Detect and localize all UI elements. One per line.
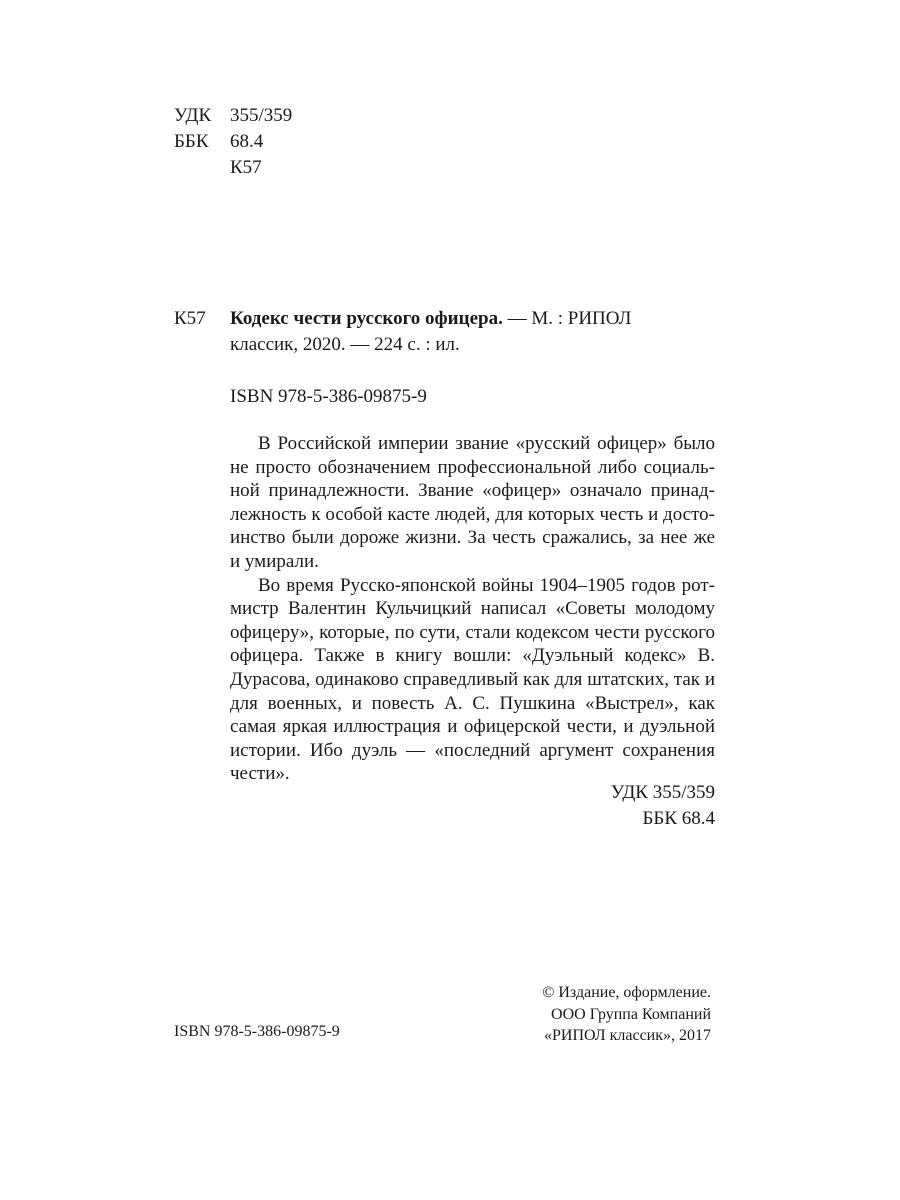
publication-line-1: — М. : РИПОЛ: [502, 308, 632, 329]
entry-code: К57: [174, 308, 206, 329]
udk-label: УДК: [174, 105, 212, 126]
copyright-line-1: © Издание, оформление.: [542, 984, 711, 1001]
bottom-classification-block: [611, 780, 715, 832]
bottom-udk: УДК 355/359: [610, 782, 715, 803]
top-classification-block: [174, 103, 292, 181]
bibliographic-entry: [174, 306, 719, 358]
udk-value: 355/359: [230, 105, 293, 126]
udk-row: [174, 103, 292, 129]
copyright-block: [542, 982, 711, 1047]
book-title: Кодекс чести русского офицера.: [230, 308, 503, 329]
annotation: [230, 432, 715, 786]
bbk-value: 68.4: [230, 131, 264, 152]
bbk-label: ББК: [174, 131, 209, 152]
entry-body: [230, 306, 719, 358]
publication-line-2: классик, 2020. — 224 с. : ил.: [230, 334, 460, 355]
annotation-paragraph-2: Во время Русско-японской войны 1904–1905 годов ротмистр Валентин Кульчицкий написал «Советы молодому офицеру», которые, по сути, стали кодексом чести русского офицера. Также в книгу вошли: «Дуэльный кодекс» В. Дурасова, одинаково справедливый как для штатских, так и для военных, и повесть А. С. Пушкина «Выстрел», как самая яркая иллюстрация и офицерской чести, и дуэльной истории. Ибо дуэль — «последний аргумент сохранения чести».: [230, 574, 715, 785]
author-code: К57: [230, 157, 262, 178]
author-code-row: [174, 155, 292, 181]
isbn-main: ISBN 978-5-386-09875-9: [230, 386, 427, 407]
annotation-paragraph-1: В Российской империи звание «русский офицер» было не просто обозначением профессиональной либо социальной принадлежности. Звание «офицер» означало принадлежность к особой касте людей, для которых честь и достоинство были дороже жизни. За честь сражались, за нее же и умирали.: [230, 433, 715, 572]
bbk-row: [174, 129, 292, 155]
isbn-footer: ISBN 978-5-386-09875-9: [174, 1023, 340, 1040]
copyright-line-3: «РИПОЛ классик», 2017: [543, 1027, 711, 1044]
bottom-bbk: ББК 68.4: [642, 808, 715, 829]
entry-line-1: [230, 306, 719, 332]
copyright-line-2: ООО Группа Компаний: [551, 1005, 711, 1023]
